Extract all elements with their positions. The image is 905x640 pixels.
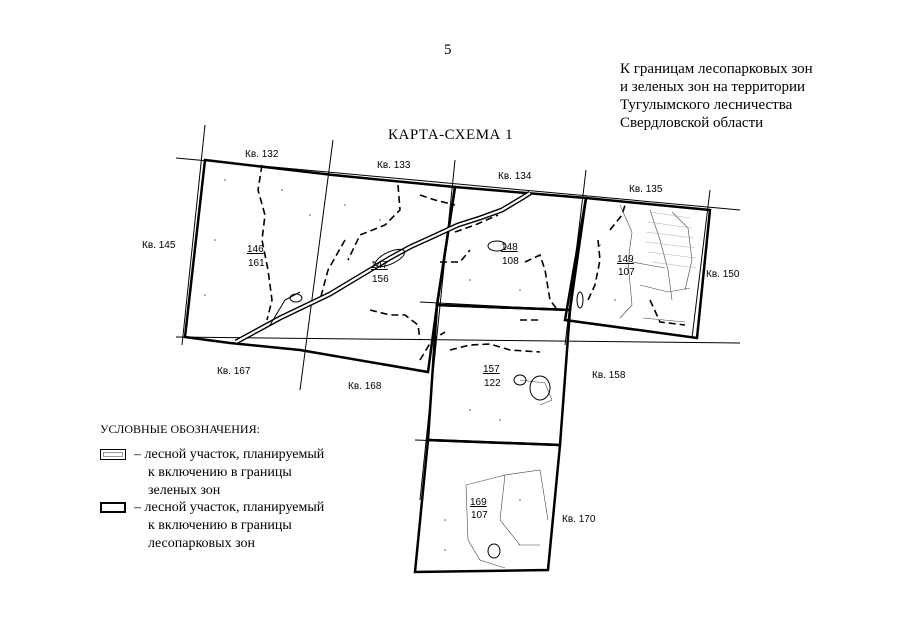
plot-outline-157 xyxy=(428,305,570,445)
quarter-label-133: Кв. 133 xyxy=(377,160,411,171)
quarter-label-170: Кв. 170 xyxy=(562,514,596,525)
legend-line: – лесной участок, планируемый xyxy=(134,500,325,515)
plot-outline-146-147 xyxy=(185,160,455,372)
legend-title: УСЛОВНЫЕ ОБОЗНАЧЕНИЯ: xyxy=(100,422,260,436)
plot-number-169: 169 xyxy=(470,497,487,508)
quarter-label-135: Кв. 135 xyxy=(629,184,663,195)
quarter-label-167: Кв. 167 xyxy=(217,366,251,377)
plot-area-157: 122 xyxy=(484,378,501,389)
legend-text xyxy=(134,499,324,553)
header-line: и зеленых зон на территории xyxy=(620,79,806,95)
legend-line: к включению в границы xyxy=(148,518,292,533)
quarter-label-168: Кв. 168 xyxy=(348,381,382,392)
legend-line: зеленых зон xyxy=(148,483,221,498)
plot-number-148: 148 xyxy=(501,242,518,253)
legend-line: лесопарковых зон xyxy=(148,536,256,551)
quarter-label-150: Кв. 150 xyxy=(706,269,740,280)
quarter-label-134: Кв. 134 xyxy=(498,171,532,182)
plot-area-169: 107 xyxy=(471,510,488,521)
plot-number-146: 146 xyxy=(247,244,264,255)
legend-symbol-bold xyxy=(100,502,126,513)
plot-number-157: 157 xyxy=(483,364,500,375)
legend-symbol-thin xyxy=(100,449,126,460)
quarter-label-158: Кв. 158 xyxy=(592,370,626,381)
quarter-label-132: Кв. 132 xyxy=(245,149,279,160)
legend-text xyxy=(134,446,324,500)
quarter-label-145: Кв. 145 xyxy=(142,240,176,251)
plot-outline-149 xyxy=(565,198,710,338)
plot-number-149: 149 xyxy=(617,254,634,265)
header-line: Тугулымского лесничества xyxy=(620,97,793,113)
plot-area-148: 108 xyxy=(502,256,519,267)
plot-number-147: 147 xyxy=(371,260,388,271)
page-number: 5 xyxy=(444,42,452,58)
plot-area-149: 107 xyxy=(618,267,635,278)
map-title: КАРТА-СХЕМА 1 xyxy=(388,127,514,143)
plot-area-146: 161 xyxy=(248,258,265,269)
plot-outline-169 xyxy=(415,440,560,572)
header-line: Свердловской области xyxy=(620,115,764,131)
plot-area-147: 156 xyxy=(372,274,389,285)
header-line: К границам лесопарковых зон xyxy=(620,61,813,77)
legend-line: к включению в границы xyxy=(148,465,292,480)
legend-line: – лесной участок, планируемый xyxy=(134,447,325,462)
